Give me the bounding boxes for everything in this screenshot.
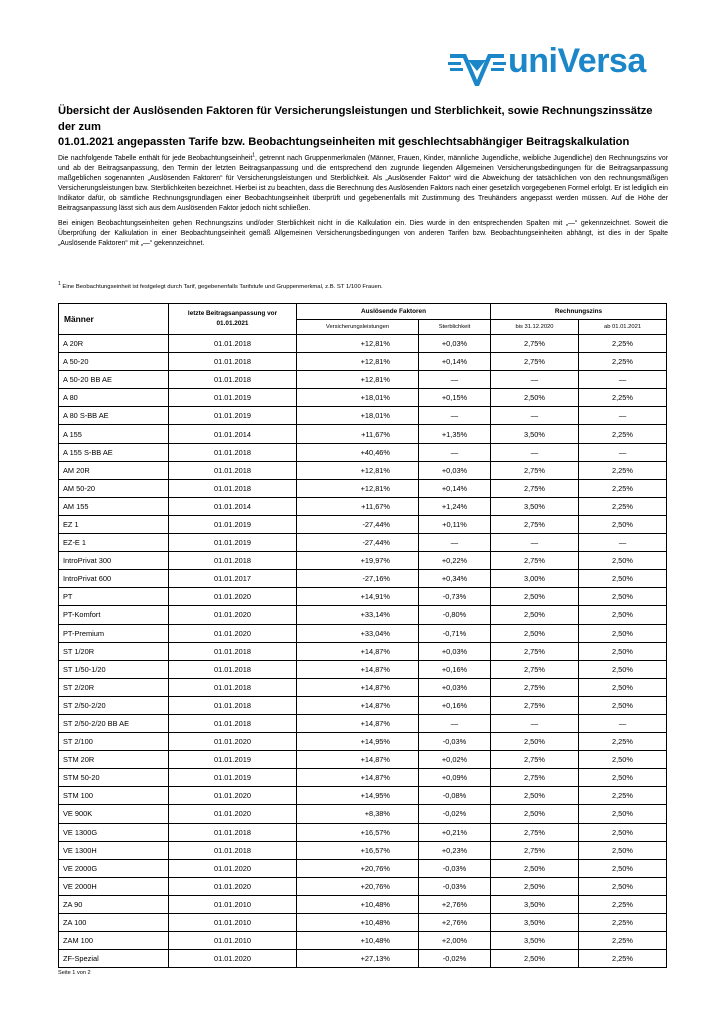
factors-header: Auslösende Faktoren xyxy=(297,304,491,320)
interest-from-cell: 2,25% xyxy=(579,932,667,950)
tarif-cell: A 20R xyxy=(59,335,169,353)
benefits-factor-cell: +33,04% xyxy=(297,624,419,642)
last-adjustment-cell: 01.01.2018 xyxy=(169,443,297,461)
interest-until-cell: 2,50% xyxy=(491,805,579,823)
benefits-factor-cell: +12,81% xyxy=(297,461,419,479)
last-adjustment-cell: 01.01.2018 xyxy=(169,371,297,389)
last-adjustment-cell: 01.01.2020 xyxy=(169,859,297,877)
table-row xyxy=(59,552,667,570)
interest-from-cell: 2,50% xyxy=(579,552,667,570)
last-adjustment-cell: 01.01.2018 xyxy=(169,552,297,570)
last-adjustment-cell: 01.01.2018 xyxy=(169,335,297,353)
table-row xyxy=(59,371,667,389)
mortality-factor-cell: -0,80% xyxy=(419,606,491,624)
benefits-factor-cell: +16,57% xyxy=(297,841,419,859)
interest-from-cell: 2,50% xyxy=(579,624,667,642)
table-row xyxy=(59,805,667,823)
interest-until-cell: 2,75% xyxy=(491,660,579,678)
mortality-factor-cell: +2,76% xyxy=(419,914,491,932)
mortality-factor-cell: +0,21% xyxy=(419,823,491,841)
interest-until-cell: 2,50% xyxy=(491,389,579,407)
last-adjustment-cell: 01.01.2018 xyxy=(169,479,297,497)
mortality-factor-cell: +0,16% xyxy=(419,696,491,714)
last-adjustment-cell: 01.01.2020 xyxy=(169,624,297,642)
mortality-factor-cell: +0,15% xyxy=(419,389,491,407)
mortality-factor-cell: -0,71% xyxy=(419,624,491,642)
benefits-factor-cell: +12,81% xyxy=(297,353,419,371)
mortality-factor-cell: — xyxy=(419,371,491,389)
mortality-factor-cell: +0,03% xyxy=(419,642,491,660)
interest-from-cell: — xyxy=(579,371,667,389)
tarif-cell: A 155 S-BB AE xyxy=(59,443,169,461)
footnote-marker: 1 xyxy=(252,152,256,159)
benefits-factor-cell: +8,38% xyxy=(297,805,419,823)
table-row xyxy=(59,733,667,751)
last-adjustment-cell: 01.01.2010 xyxy=(169,895,297,913)
mortality-factor-cell: -0,73% xyxy=(419,588,491,606)
tarif-cell: IntroPrivat 300 xyxy=(59,552,169,570)
last-adjustment-cell: 01.01.2020 xyxy=(169,950,297,968)
brand-logo xyxy=(448,40,684,92)
interest-from-cell: 2,25% xyxy=(579,914,667,932)
mortality-factor-cell: +1,35% xyxy=(419,425,491,443)
benefits-factor-cell: +20,76% xyxy=(297,859,419,877)
tarif-cell: PT-Premium xyxy=(59,624,169,642)
interest-from-cell: — xyxy=(579,407,667,425)
logo-wordmark: uniVersa xyxy=(508,42,646,80)
interest-from-cell: 2,25% xyxy=(579,425,667,443)
interest-from-cell: 2,50% xyxy=(579,823,667,841)
interest-until-cell: 2,75% xyxy=(491,479,579,497)
last-adjustment-cell: 01.01.2010 xyxy=(169,914,297,932)
mortality-factor-cell: +0,02% xyxy=(419,751,491,769)
tarif-cell: STM 50-20 xyxy=(59,769,169,787)
table-row xyxy=(59,914,667,932)
interest-until-cell: 2,75% xyxy=(491,515,579,533)
interest-until-cell: 2,75% xyxy=(491,353,579,371)
tarif-cell: VE 2000G xyxy=(59,859,169,877)
table-row xyxy=(59,606,667,624)
interest-until-subheader: bis 31.12.2020 xyxy=(491,320,579,335)
benefits-factor-cell: +14,87% xyxy=(297,751,419,769)
benefits-factor-cell: +33,14% xyxy=(297,606,419,624)
tarif-cell: A 50-20 BB AE xyxy=(59,371,169,389)
last-adjustment-cell: 01.01.2020 xyxy=(169,733,297,751)
interest-from-cell: — xyxy=(579,534,667,552)
interest-from-cell: 2,25% xyxy=(579,461,667,479)
benefits-factor-cell: +11,67% xyxy=(297,497,419,515)
last-adjustment-cell: 01.01.2019 xyxy=(169,751,297,769)
table-row xyxy=(59,877,667,895)
benefits-factor-cell: +12,81% xyxy=(297,335,419,353)
interest-from-cell: 2,50% xyxy=(579,877,667,895)
benefits-factor-cell: +18,01% xyxy=(297,389,419,407)
benefits-factor-cell: +14,87% xyxy=(297,769,419,787)
last-adjustment-cell: 01.01.2018 xyxy=(169,660,297,678)
interest-from-cell: — xyxy=(579,443,667,461)
table-row xyxy=(59,443,667,461)
interest-from-cell: 2,50% xyxy=(579,588,667,606)
interest-header: Rechnungszins xyxy=(491,304,667,320)
interest-from-cell: 2,50% xyxy=(579,642,667,660)
last-adjustment-cell: 01.01.2014 xyxy=(169,497,297,515)
tarif-cell: AM 50-20 xyxy=(59,479,169,497)
footnote-text: Eine Beobachtungseinheit ist festgelegt durch Tarif, gegebenenfalls Tarifstufe und Gruppenmerkmal, z.B. ST 1/100 Frauen. xyxy=(62,284,383,290)
last-adjustment-cell: 01.01.2019 xyxy=(169,407,297,425)
interest-until-cell: 2,75% xyxy=(491,461,579,479)
interest-until-cell: 2,75% xyxy=(491,552,579,570)
intro-p1-rest: , getrennt nach Gruppenmerkmalen (Männer, Frauen, Kinder, männliche Jugendliche, weibliche Jugendliche) den Rechnungszins vor und ab der Beitragsanpassung, den Termin der letzten Beitragsanpassung und die entsprechend den zugrunde liegenden Allgemeinen Versicherungsbedingungen für die Beitragsanpassung maßgeblichen sogenannten „Auslösenden Faktoren“ für Versicherungsleistungen und Sterblichkeit. Als „Auslösender Faktor“ wird die Abweichung der tatsächlichen von den rechnungsmäßigen Versicherungsleistungen bzw. Sterblichkeiten bezeichnet. Hierbei ist zu beachten, dass die Berechnung des Auslösenden Faktors nach einer gesetzlich vorgegebenen Formel erfolgt. Er ist lediglich ein Indikator dafür, ob sämtliche Rechnungsgrundlagen einer Beobachtungseinheit überprüft und gegebenenfalls mit Zustimmung des Treuhänders angepasst werden müssen. Auf die Höhe der Beitragsanpassung lässt sich aus dem Auslösenden Faktor jedoch nicht schließen. xyxy=(58,155,668,212)
tarif-cell: PT xyxy=(59,588,169,606)
benefits-factor-cell: +11,67% xyxy=(297,425,419,443)
tarif-cell: ZF-Spezial xyxy=(59,950,169,968)
interest-from-cell: 2,25% xyxy=(579,787,667,805)
benefits-factor-cell: -27,44% xyxy=(297,534,419,552)
table-row xyxy=(59,497,667,515)
mortality-factor-cell: -0,03% xyxy=(419,733,491,751)
mortality-factor-cell: +2,00% xyxy=(419,932,491,950)
benefits-factor-cell: -27,44% xyxy=(297,515,419,533)
benefits-factor-cell: +14,91% xyxy=(297,588,419,606)
interest-until-cell: 2,75% xyxy=(491,769,579,787)
footnote xyxy=(58,281,668,290)
table-row xyxy=(59,841,667,859)
table-row xyxy=(59,588,667,606)
interest-from-subheader: ab 01.01.2021 xyxy=(579,320,667,335)
benefits-factor-cell: +27,13% xyxy=(297,950,419,968)
mortality-factor-cell: +0,09% xyxy=(419,769,491,787)
table-row xyxy=(59,461,667,479)
tarif-cell: VE 900K xyxy=(59,805,169,823)
tarif-cell: EZ 1 xyxy=(59,515,169,533)
interest-until-cell: 2,75% xyxy=(491,751,579,769)
last-adjustment-cell: 01.01.2019 xyxy=(169,389,297,407)
tarif-cell: ST 1/50-1/20 xyxy=(59,660,169,678)
intro-p1-start: Die nachfolgende Tabelle enthält für jede Beobachtungseinheit xyxy=(58,155,253,162)
interest-from-cell: 2,25% xyxy=(579,335,667,353)
interest-until-cell: 2,50% xyxy=(491,787,579,805)
mortality-factor-cell: +2,76% xyxy=(419,895,491,913)
tarif-cell: A 50-20 xyxy=(59,353,169,371)
table-row xyxy=(59,714,667,732)
benefits-factor-cell: +12,81% xyxy=(297,371,419,389)
table-row xyxy=(59,479,667,497)
mortality-factor-cell: +0,23% xyxy=(419,841,491,859)
interest-from-cell: 2,50% xyxy=(579,606,667,624)
interest-until-cell: — xyxy=(491,407,579,425)
interest-from-cell: 2,50% xyxy=(579,570,667,588)
table-row xyxy=(59,407,667,425)
tarif-cell: VE 1300H xyxy=(59,841,169,859)
last-adjustment-cell: 01.01.2020 xyxy=(169,805,297,823)
interest-from-cell: 2,25% xyxy=(579,733,667,751)
interest-from-cell: 2,25% xyxy=(579,353,667,371)
table-row xyxy=(59,859,667,877)
benefits-factor-cell: +12,81% xyxy=(297,479,419,497)
table-row xyxy=(59,823,667,841)
table-row xyxy=(59,696,667,714)
interest-until-cell: 3,50% xyxy=(491,425,579,443)
interest-until-cell: 3,50% xyxy=(491,914,579,932)
last-adjustment-cell: 01.01.2020 xyxy=(169,787,297,805)
mortality-factor-cell: +0,22% xyxy=(419,552,491,570)
tarif-cell: STM 20R xyxy=(59,751,169,769)
tarif-cell: AM 155 xyxy=(59,497,169,515)
rates-table xyxy=(58,303,667,968)
benefits-factor-cell: +10,48% xyxy=(297,914,419,932)
group-header: Männer xyxy=(59,304,169,335)
table-row xyxy=(59,751,667,769)
last-adjustment-cell: 01.01.2018 xyxy=(169,696,297,714)
last-adjustment-cell: 01.01.2017 xyxy=(169,570,297,588)
interest-from-cell: 2,50% xyxy=(579,841,667,859)
interest-until-cell: 2,75% xyxy=(491,335,579,353)
interest-from-cell: 2,25% xyxy=(579,895,667,913)
tarif-cell: ZAM 100 xyxy=(59,932,169,950)
last-adjustment-cell: 01.01.2019 xyxy=(169,769,297,787)
mortality-factor-cell: +0,14% xyxy=(419,353,491,371)
mortality-factor-cell: -0,02% xyxy=(419,805,491,823)
mortality-factor-cell: — xyxy=(419,714,491,732)
mortality-subheader: Sterblichkeit xyxy=(419,320,491,335)
interest-until-cell: 2,50% xyxy=(491,588,579,606)
mortality-factor-cell: — xyxy=(419,407,491,425)
last-adjustment-cell: 01.01.2019 xyxy=(169,515,297,533)
mortality-factor-cell: -0,02% xyxy=(419,950,491,968)
interest-from-cell: 2,50% xyxy=(579,751,667,769)
last-adjustment-cell: 01.01.2010 xyxy=(169,932,297,950)
mortality-factor-cell: +0,16% xyxy=(419,660,491,678)
interest-until-cell: 2,50% xyxy=(491,624,579,642)
mortality-factor-cell: — xyxy=(419,534,491,552)
table-row xyxy=(59,932,667,950)
interest-until-cell: — xyxy=(491,371,579,389)
interest-from-cell: 2,50% xyxy=(579,678,667,696)
tarif-cell: PT-Komfort xyxy=(59,606,169,624)
last-adjustment-cell: 01.01.2018 xyxy=(169,461,297,479)
table-row xyxy=(59,642,667,660)
title-line-1: Übersicht der Auslösenden Faktoren für Versicherungsleistungen und Sterblichkeit, sowie Rechnungszinssätze der zum xyxy=(58,105,653,133)
tarif-cell: ST 2/100 xyxy=(59,733,169,751)
interest-until-cell: 2,75% xyxy=(491,642,579,660)
benefits-subheader: Versicherungsleistungen xyxy=(297,320,419,335)
mortality-factor-cell: — xyxy=(419,443,491,461)
table-row xyxy=(59,950,667,968)
interest-from-cell: 2,50% xyxy=(579,515,667,533)
mortality-factor-cell: +0,11% xyxy=(419,515,491,533)
title-line-2: 01.01.2021 angepassten Tarife bzw. Beobachtungseinheiten mit geschlechtsabhängiger Beitragskalkulation xyxy=(58,136,630,148)
table-row xyxy=(59,515,667,533)
mortality-factor-cell: +0,03% xyxy=(419,678,491,696)
interest-until-cell: 2,75% xyxy=(491,678,579,696)
table-row xyxy=(59,624,667,642)
interest-until-cell: 2,50% xyxy=(491,950,579,968)
table-row xyxy=(59,389,667,407)
tarif-cell: ZA 100 xyxy=(59,914,169,932)
mortality-factor-cell: +0,14% xyxy=(419,479,491,497)
table-row xyxy=(59,769,667,787)
tarif-cell: ST 1/20R xyxy=(59,642,169,660)
interest-until-cell: — xyxy=(491,714,579,732)
interest-from-cell: 2,50% xyxy=(579,660,667,678)
benefits-factor-cell: +14,87% xyxy=(297,642,419,660)
table-row xyxy=(59,787,667,805)
benefits-factor-cell: +14,87% xyxy=(297,660,419,678)
mortality-factor-cell: -0,03% xyxy=(419,877,491,895)
table-row xyxy=(59,534,667,552)
table-row xyxy=(59,895,667,913)
interest-until-cell: 3,00% xyxy=(491,570,579,588)
interest-from-cell: — xyxy=(579,714,667,732)
mortality-factor-cell: +0,03% xyxy=(419,335,491,353)
last-adjustment-cell: 01.01.2018 xyxy=(169,642,297,660)
table-row xyxy=(59,353,667,371)
interest-until-cell: 2,50% xyxy=(491,877,579,895)
intro-paragraph-1 xyxy=(58,154,668,213)
last-adjustment-cell: 01.01.2014 xyxy=(169,425,297,443)
benefits-factor-cell: +40,46% xyxy=(297,443,419,461)
tarif-cell: A 80 xyxy=(59,389,169,407)
interest-until-cell: — xyxy=(491,443,579,461)
mortality-factor-cell: -0,08% xyxy=(419,787,491,805)
tarif-cell: STM 100 xyxy=(59,787,169,805)
last-adjustment-cell: 01.01.2020 xyxy=(169,606,297,624)
last-adjustment-cell: 01.01.2018 xyxy=(169,678,297,696)
interest-until-cell: 2,75% xyxy=(491,823,579,841)
interest-from-cell: 2,50% xyxy=(579,696,667,714)
tarif-cell: A 80 S-BB AE xyxy=(59,407,169,425)
interest-from-cell: 2,25% xyxy=(579,497,667,515)
last-adjustment-header: letzte Beitragsanpassung vor 01.01.2021 xyxy=(169,304,297,335)
interest-until-cell: 3,50% xyxy=(491,932,579,950)
benefits-factor-cell: +18,01% xyxy=(297,407,419,425)
interest-from-cell: 2,25% xyxy=(579,389,667,407)
interest-until-cell: 2,75% xyxy=(491,841,579,859)
tarif-cell: IntroPrivat 600 xyxy=(59,570,169,588)
interest-until-cell: 3,50% xyxy=(491,497,579,515)
benefits-factor-cell: +14,95% xyxy=(297,787,419,805)
tarif-cell: ST 2/50-2/20 xyxy=(59,696,169,714)
benefits-factor-cell: +20,76% xyxy=(297,877,419,895)
tarif-cell: ST 2/50-2/20 BB AE xyxy=(59,714,169,732)
table-row xyxy=(59,570,667,588)
tarif-cell: A 155 xyxy=(59,425,169,443)
tarif-cell: ZA 90 xyxy=(59,895,169,913)
tarif-cell: VE 1300G xyxy=(59,823,169,841)
interest-from-cell: 2,50% xyxy=(579,805,667,823)
table-row xyxy=(59,425,667,443)
table-row xyxy=(59,335,667,353)
intro-paragraph-2: Bei einigen Beobachtungseinheiten gehen Rechnungszins und/oder Sterblichkeit nicht in die Kalkulation ein. Dies wurde in den entsprechenden Spalten mit „—“ gekennzeichnet. Soweit die Überprüfung der Kalkulation in einer Beobachtungseinheit gemäß Allgemeinen Versicherungsbedingungen von anderen Tarifen bzw. Beobachtungseinheiten abhängt, ist dies in der Spalte „Auslösende Faktoren“ mit „—“ gekennzeichnet. xyxy=(58,220,668,248)
benefits-factor-cell: +10,48% xyxy=(297,932,419,950)
interest-until-cell: 2,50% xyxy=(491,859,579,877)
mortality-factor-cell: +0,03% xyxy=(419,461,491,479)
mortality-factor-cell: +0,34% xyxy=(419,570,491,588)
mortality-factor-cell: -0,03% xyxy=(419,859,491,877)
tarif-cell: VE 2000H xyxy=(59,877,169,895)
benefits-factor-cell: +16,57% xyxy=(297,823,419,841)
interest-until-cell: 3,50% xyxy=(491,895,579,913)
benefits-factor-cell: +14,95% xyxy=(297,733,419,751)
table-row xyxy=(59,678,667,696)
interest-until-cell: 2,75% xyxy=(491,696,579,714)
last-adjustment-cell: 01.01.2019 xyxy=(169,534,297,552)
last-adjustment-cell: 01.01.2020 xyxy=(169,877,297,895)
interest-from-cell: 2,50% xyxy=(579,859,667,877)
last-adjustment-cell: 01.01.2018 xyxy=(169,714,297,732)
benefits-factor-cell: -27,16% xyxy=(297,570,419,588)
benefits-factor-cell: +14,87% xyxy=(297,696,419,714)
last-adjustment-cell: 01.01.2018 xyxy=(169,353,297,371)
benefits-factor-cell: +10,48% xyxy=(297,895,419,913)
footnote-number: 1 xyxy=(58,281,61,288)
interest-until-cell: — xyxy=(491,534,579,552)
rates-body xyxy=(59,335,667,968)
benefits-factor-cell: +19,97% xyxy=(297,552,419,570)
document-title xyxy=(58,104,668,151)
interest-until-cell: 2,50% xyxy=(491,606,579,624)
last-adjustment-cell: 01.01.2018 xyxy=(169,841,297,859)
page-number: Seite 1 von 2 xyxy=(58,970,91,976)
interest-from-cell: 2,50% xyxy=(579,769,667,787)
interest-from-cell: 2,25% xyxy=(579,479,667,497)
tarif-cell: EZ-E 1 xyxy=(59,534,169,552)
universa-emblem-icon xyxy=(448,40,506,90)
interest-from-cell: 2,25% xyxy=(579,950,667,968)
benefits-factor-cell: +14,87% xyxy=(297,678,419,696)
last-adjustment-cell: 01.01.2020 xyxy=(169,588,297,606)
tarif-cell: ST 2/20R xyxy=(59,678,169,696)
table-row xyxy=(59,660,667,678)
intro-text xyxy=(58,154,668,255)
interest-until-cell: 2,50% xyxy=(491,733,579,751)
tarif-cell: AM 20R xyxy=(59,461,169,479)
last-adjustment-cell: 01.01.2018 xyxy=(169,823,297,841)
benefits-factor-cell: +14,87% xyxy=(297,714,419,732)
mortality-factor-cell: +1,24% xyxy=(419,497,491,515)
